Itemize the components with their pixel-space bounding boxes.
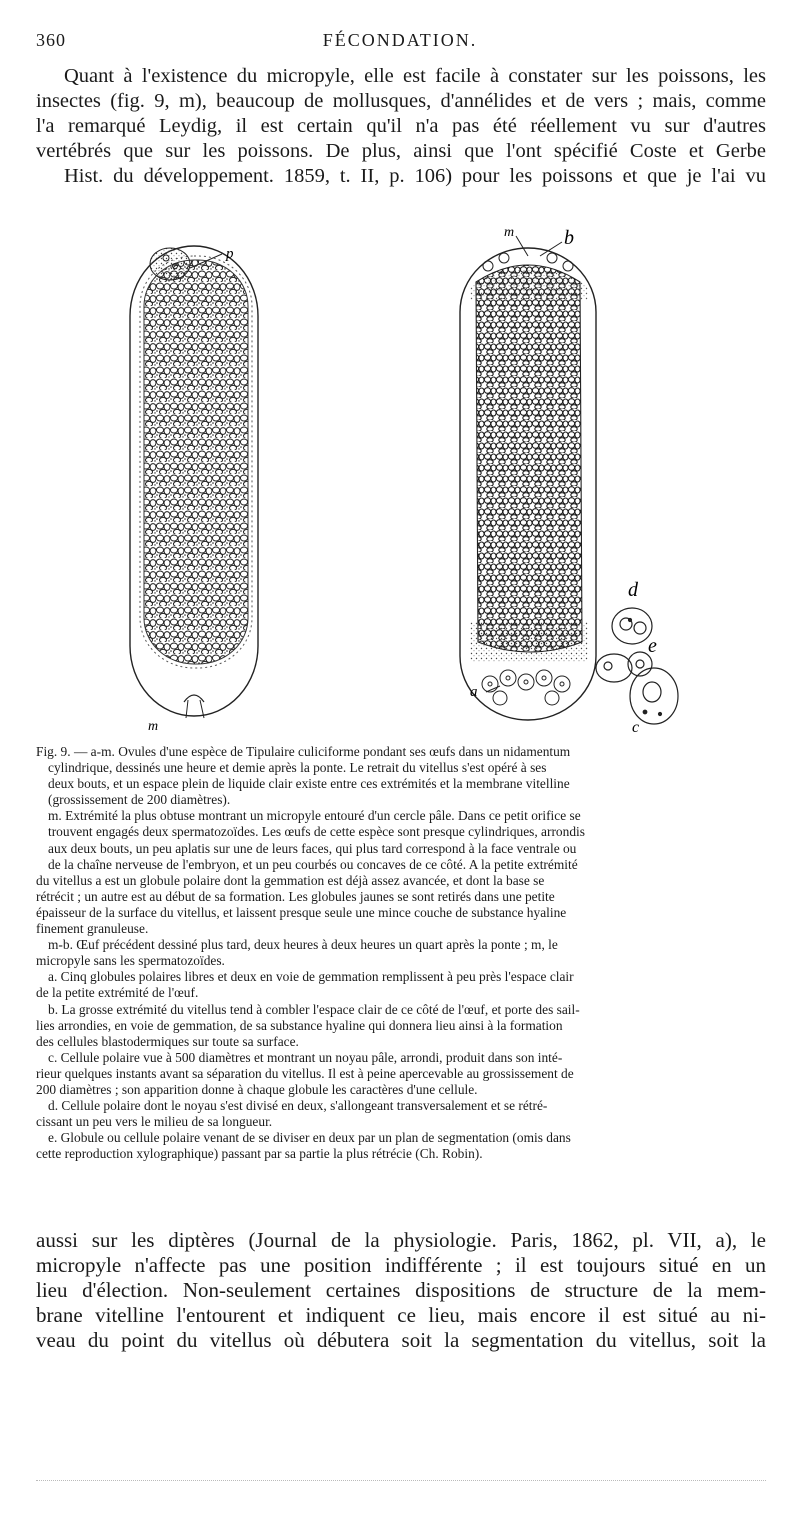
label-c: c [632,719,640,736]
caption-line: deux bouts, et un espace plein de liquide clair existe entre ces extrémités et la membrane vitelline [48,776,570,792]
text-line: veau du point du vitellus où débutera soit la segmentation du vitellus, soit la [36,1328,766,1352]
caption-line: cette reproduction xylographique) passant par sa partie la plus rétrécie (Ch. Robin). [36,1146,483,1162]
caption-line: épaisseur de la surface du vitellus, et laissent presque seule une mince couche de substance hyaline [36,904,567,920]
text-line: vertébrés que sur les poissons. De plus, ainsi que l'ont spécifié Coste et Gerbe [36,140,766,162]
text-line: l'a remarqué Leydig, il est certain qu'il n'a pas été réellement vu sur d'autres [36,115,766,137]
caption-line: des cellules blastodermiques sur toute sa surface. [36,1033,299,1049]
label-e: e [648,635,657,657]
text-line: lieu d'élection. Non-seulement certaines dispositions de structure de la mem- [36,1278,766,1302]
caption-line: m-b. Œuf précédent dessiné plus tard, deux heures à deux heures un quart après la ponte ; m, le [48,937,558,953]
caption-line: de la chaîne nerveuse de l'embryon, et un peu courbés ou concaves de ce côté. A la petite extrémité [48,856,578,872]
caption-line: d. Cellule polaire dont le noyau s'est divisé en deux, s'allongeant transversalement et se rétré- [48,1098,548,1114]
caption-line: rétrécit ; un autre est au début de sa formation. Les globules jaunes se sont retirés dans une petite [36,888,555,904]
egg-left [130,246,258,718]
caption-line: a. Cinq globules polaires libres et deux en voie de gemmation remplissent à peu près l'espace clair [48,969,574,985]
caption-line: trouvent engagés deux spermatozoïdes. Les œufs de cette espèce sont presque cylindriques, arrondis [48,824,585,840]
caption-line: aux deux bouts, un peu aplatis sur une de leurs faces, qui plus tard correspond à la face ventrale ou [48,840,577,856]
text-line: micropyle n'affecte pas une position indifférente ; il est toujours situé en un [36,1253,766,1277]
text-line: Hist. du développement. 1859, t. II, p. 106) pour les poissons et que je l'ai vu [64,165,766,187]
caption-line: micropyle sans les spermatozoïdes. [36,953,225,969]
text-line: brane vitelline l'entourent et indiquent ce lieu, mais encore il est situé au ni- [36,1303,766,1327]
text-line: insectes (fig. 9, m), beaucoup de mollusques, d'annélides et de vers ; mais, comme [36,90,766,112]
figure-9-illustration [100,222,720,738]
caption-line: finement granuleuse. [36,921,149,937]
caption-line: rieur quelques instants avant sa séparation du vitellus. Il est à peine apercevable au grossissement de [36,1065,574,1081]
caption-line: m. Extrémité la plus obtuse montrant un micropyle entouré d'un cercle pâle. Dans ce petit orifice se [48,808,581,824]
polar-cell-d [612,608,652,644]
caption-line: lies arrondies, en voie de gemmation, de sa substance hyaline qui donnera lieu ainsi à la formation [36,1017,563,1033]
label-m-top: m [504,225,515,240]
caption-line: 200 diamètres ; son apparition donne à chaque globule les caractères d'une cellule. [36,1081,478,1097]
top-paragraph [36,64,766,189]
text-line: Quant à l'existence du micropyle, elle est facile à constater sur les poissons, les [64,65,766,87]
page-number: 360 [36,30,66,50]
caption-line: b. La grosse extrémité du vitellus tend à combler l'espace clair de ce côté de l'œuf, et porte des sail- [48,1001,580,1017]
leader-line-m [516,236,528,256]
text-line: aussi sur les diptères (Journal de la physiologie. Paris, 1862, pl. VII, a), le [36,1228,766,1252]
caption-line: e. Globule ou cellule polaire venant de se diviser en deux par un plan de segmentation (omis dans [48,1130,571,1146]
label-m-left: m [148,719,159,734]
bottom-paragraph [36,1228,766,1353]
page-header [36,30,764,54]
caption-line: cylindrique, dessinés une heure et demie après la ponte. Le retrait du vitellus s'est opéré à ses [48,760,547,776]
label-b: b [564,227,574,249]
running-title: FÉCONDATION. [322,30,478,50]
label-d: d [628,579,638,601]
polar-cell-e [596,652,652,682]
polar-cell-c [630,668,678,724]
caption-line: cissant un peu vers le milieu de sa longueur. [36,1114,273,1130]
caption-line: du vitellus a est un globule polaire dont la gemmation est déjà assez avancée, et dont la base se [36,872,545,888]
caption-line: c. Cellule polaire vue à 500 diamètres et montrant un noyau pâle, arrondi, produit dans son inté- [48,1049,563,1065]
caption-line: (grossissement de 200 diamètres). [48,792,231,808]
label-p: p [226,246,234,262]
figure-caption [36,744,766,1162]
footer-rule [36,1480,766,1482]
egg-right [460,248,596,720]
caption-line: de la petite extrémité de l'œuf. [36,985,199,1001]
label-a: a [470,684,478,700]
caption-line: Fig. 9. — a-m. Ovules d'une espèce de Tipulaire culiciforme pondant ses œufs dans un nidamentum [36,744,571,759]
